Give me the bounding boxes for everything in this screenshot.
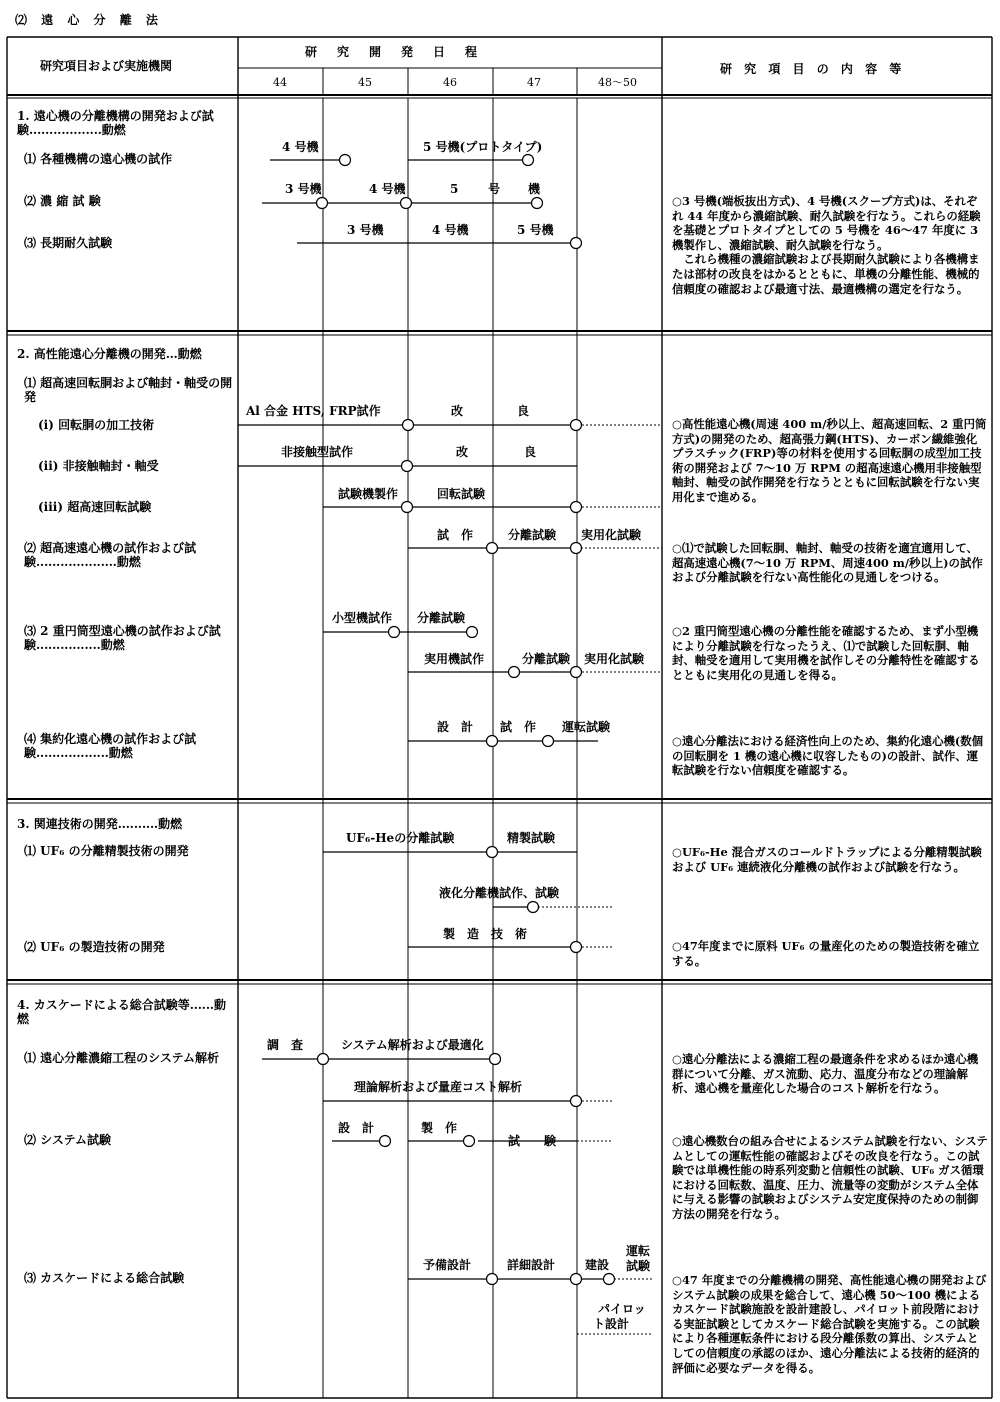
bar-label: 試 作 — [500, 720, 537, 734]
bar-label: 機 — [528, 182, 541, 196]
content-text: ○高性能遠心機(周速 400 m/秒以上、超高速回転、2 重円筒方式)の開発のため、超高張力鋼(HTS)、カーボン繊維強化プラスチック(FRP)等の材料を使用する回転胴の成型加工技術の開発および 7〜10 万 RPM の超高速遠心機用非接触型軸封、軸受の試作開発を行なうとともに回転試験を行ない実用化まで進める。 — [672, 417, 987, 504]
section-item: (i) 回転胴の加工技術 — [38, 418, 155, 432]
header-content-column: 研 究 項 目 の 内 容 等 — [720, 62, 906, 76]
bar-label: 液化分離機試作、試験 — [439, 886, 560, 900]
bar-label: UF₆-Heの分離試験 — [346, 831, 455, 845]
bar-label: 非接触型試作 — [281, 445, 354, 459]
content-text: ○2 重円筒型遠心機の分離性能を確認するため、まず小型機により分離試験を行なったうえ、⑴で試験した回転胴、軸封、軸受を適用して実用機を試作しその分離特性を確認するとともに実用化の見通しを得る。 — [672, 624, 980, 682]
section-item: (iii) 超高速回転試験 — [38, 500, 152, 514]
bar-label: 5 号機(プロトタイプ) — [423, 140, 543, 154]
content-text: ○47年度までに原料 UF₆ の量産化のための製造技術を確立する。 — [672, 939, 980, 968]
bar-label: 精製試験 — [507, 831, 556, 845]
section-item: (ii) 非接触軸封・軸受 — [38, 459, 159, 473]
bar-label: 建設 — [585, 1258, 610, 1272]
section-title: 2. 高性能遠心分離機の開発…動燃 — [17, 347, 202, 361]
bar-label: 良 — [524, 445, 537, 459]
header-item-column: 研究項目および実施機関 — [40, 59, 173, 73]
section-item: ⑵ UF₆ の製造技術の開発 — [24, 940, 165, 954]
section-item: ⑶ カスケードによる総合試験 — [24, 1271, 185, 1285]
section-title: 3. 関連技術の開発‥‥‥‥‥動燃 — [17, 817, 183, 831]
content-text: ○遠心分離法における経済性向上のため、集約化遠心機(数個の回転胴を 1 機の遠心機に収容したもの)の設計、試作、運転試験を行ない信頼度を確認する。 — [672, 734, 984, 778]
content-text: ○47 年度までの分離機構の開発、高性能遠心機の開発およびシステム試験の成果を総合して、遠心機 50〜100 機によるカスケード試験施設を設計建設し、パイロット前段階における実証試験としてカスケード総合試験を実施する。この試験により各種運転条件における段分離係数の算出、システムとしての信頼度の承認のほか、遠心分離法による技術的経済的評価に必要なデータを得る。 — [672, 1273, 987, 1375]
section-item: ⑴ 各種機構の遠心機の試作 — [24, 152, 173, 166]
bar-label: 試験機製作 — [338, 487, 399, 501]
bar-label: 4 号機 — [369, 182, 406, 196]
bar-label: システム解析および最適化 — [341, 1038, 484, 1052]
content-text: ○遠心分離法による濃縮工程の最適条件を求めるほか遠心機群について分離、ガス流動、応力、温度分布などの理論解析、遠心機を量産化した場合のコスト解析を行なう。 — [672, 1052, 979, 1096]
bar-label: 実用機試作 — [424, 652, 485, 666]
bar-label: 回転試験 — [437, 487, 486, 501]
section-item: ⑴ 超高速回転胴および軸封・軸受の開発 — [24, 376, 233, 404]
bar-label: 設 計 — [437, 720, 474, 734]
header-year: 46 — [443, 76, 457, 89]
bar-label: 試 作 — [437, 528, 474, 542]
bar-label: 実用化試験 — [584, 652, 645, 666]
bar-label: 分離試験 — [417, 611, 466, 625]
bar-label: 設 計 — [338, 1121, 375, 1135]
bar-label: ト設計 — [593, 1317, 630, 1331]
header-year: 44 — [273, 76, 287, 89]
bar-label: 4 号機 — [432, 223, 469, 237]
bar-label: 分離試験 — [508, 528, 557, 542]
bar-label: 改 — [456, 445, 469, 459]
bar-label: 製 造 技 術 — [443, 927, 528, 941]
section-item: ⑵ 濃 縮 試 験 — [24, 194, 101, 208]
bar-label: Al 合金 HTS, FRP試作 — [246, 404, 381, 418]
header-year: 47 — [527, 76, 541, 89]
bar-label: 分離試験 — [522, 652, 571, 666]
section-title: 1. 遠心機の分離機構の開発および試験‥‥‥‥‥‥‥‥‥動燃 — [17, 109, 214, 137]
bar-label: 運転 — [626, 1244, 651, 1258]
section-item: ⑷ 集約化遠心機の試作および試験‥‥‥‥‥‥‥‥‥動燃 — [24, 732, 197, 760]
bar-label: 理論解析および量産コスト解析 — [354, 1080, 523, 1094]
header-schedule: 研 究 開 発 日 程 — [305, 45, 482, 59]
bar-label: パイロッ — [598, 1302, 646, 1316]
section-title: 4. カスケードによる総合試験等‥‥‥動燃 — [17, 998, 226, 1026]
content-text: ○UF₆-He 混合ガスのコールドトラップによる分離精製試験および UF₆ 連続液化分離機の試作および試験を行なう。 — [672, 845, 982, 874]
content-text: ○遠心機数台の組み合せによるシステム試験を行ない、システムとしての運転性能の確認およびその改良を行なう。この試験では単機性能の時系列変動と信頼性の試験、UF₆ ガス循環における回転数、温度、圧力、流量等の変動がシステム全体に与える影響の試験およびシステム安定度保持のための制御方法の開発を行なう。 — [672, 1134, 988, 1221]
bar-label: 試験 — [626, 1259, 651, 1273]
bar-label: 3 号機 — [347, 223, 384, 237]
bar-label: 運転試験 — [562, 720, 611, 734]
bar-label: 4 号機 — [282, 140, 319, 154]
bar-label: 小型機試作 — [332, 611, 393, 625]
bar-label: 製 作 — [421, 1121, 458, 1135]
bar-label: 5 — [450, 182, 459, 196]
header-year: 48〜50 — [598, 76, 637, 89]
bar-label: 試 験 — [508, 1134, 557, 1148]
page-title: ⑵ 遠 心 分 離 法 — [15, 13, 163, 27]
content-text: ○⑴で試験した回転胴、軸封、軸受の技術を適宜適用して、超高速遠心機(7〜10 万 RPM、周速400 m/秒以上)の試作および分離試験を行ない高性能化の見通しをつける。 — [672, 541, 983, 585]
bar-label: 詳細設計 — [507, 1258, 556, 1272]
section-item: ⑴ 遠心分離濃縮工程のシステム解析 — [24, 1051, 219, 1065]
section-item: ⑵ 超高速遠心機の試作および試験‥‥‥‥‥‥‥‥‥‥動燃 — [24, 541, 197, 569]
bar-label: 調 査 — [267, 1038, 304, 1052]
section-item: ⑶ 長期耐久試験 — [24, 236, 113, 250]
bar-label: 号 — [488, 182, 501, 196]
bar-label: 予備設計 — [423, 1258, 472, 1272]
bar-label: 改 — [451, 404, 464, 418]
section-item: ⑵ システム試験 — [24, 1133, 111, 1147]
bar-label: 5 号機 — [517, 223, 554, 237]
header-year: 45 — [358, 76, 372, 89]
section-item: ⑴ UF₆ の分離精製技術の開発 — [24, 844, 189, 858]
section-item: ⑶ 2 重円筒型遠心機の試作および試験‥‥‥‥‥‥‥‥動燃 — [24, 624, 221, 652]
content-text: ○3 号機(端板抜出方式)、4 号機(スクープ方式)は、それぞれ 44 年度から濃縮試験、耐久試験を行なう。これらの経験を基礎とプロトタイプとしての 5 号機を 46〜47 年度に 3 機製作し、濃縮試験、耐久試験を行なう。 これら機種の濃縮試験および長期耐久試験により各機構または部材の改良をはかるとともに、単機の分離性能、機械的信頼度の確認および最適寸法、最適機構の選定を行なう。 — [672, 194, 981, 296]
bar-label: 3 号機 — [285, 182, 322, 196]
bar-label: 実用化試験 — [581, 528, 642, 542]
bar-label: 良 — [517, 404, 530, 418]
